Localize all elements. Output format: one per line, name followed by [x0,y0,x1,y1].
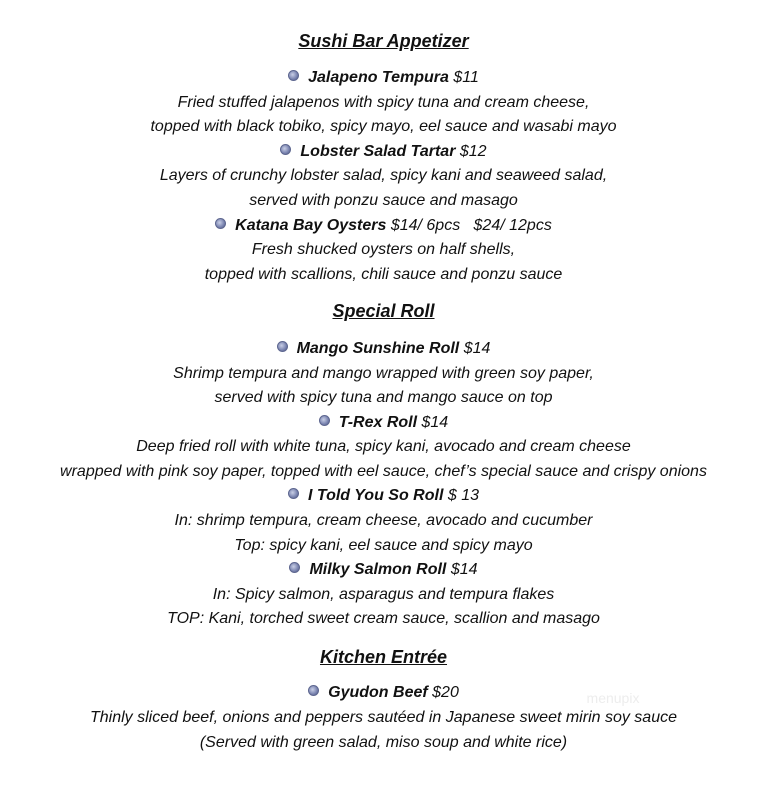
menu-item-jalapeno-tempura [0,68,767,88]
menu-item-lobster-salad-tartar [0,142,767,162]
bullet-icon [308,685,319,696]
item-name: Lobster Salad Tartar [300,143,456,160]
bullet-icon [289,562,300,573]
item-description: TOP: Kani, torched sweet cream sauce, scallion and masago [167,610,600,627]
item-description: Top: spicy kani, eel sauce and spicy mayo [234,537,533,554]
item-price: $11 [453,69,479,86]
bullet-icon [277,341,288,352]
menu-item-mango-sunshine-roll [0,339,767,359]
item-name: Jalapeno Tempura [308,69,449,86]
item-price: $14 [421,414,449,431]
menu-item-t-rex-roll [0,413,767,433]
section-title-sushi-bar-appetizer: Sushi Bar Appetizer [298,31,469,51]
item-description: topped with scallions, chili sauce and ponzu sauce [204,266,563,283]
item-price: $20 [432,684,459,701]
item-description: (Served with green salad, miso soup and white rice) [199,734,568,751]
section-title-special-roll: Special Roll [332,301,435,321]
bullet-icon [319,415,330,426]
item-description: topped with black tobiko, spicy mayo, eel sauce and wasabi mayo [150,118,617,135]
menu-item-i-told-you-so-roll [0,486,767,506]
item-name: Milky Salmon Roll [309,561,447,578]
item-description: served with ponzu sauce and masago [249,192,518,209]
bullet-icon [215,218,226,229]
menu-item-milky-salmon-roll [0,560,767,580]
item-price: $ 13 [447,487,479,504]
bullet-icon [288,488,299,499]
item-name: T-Rex Roll [338,414,418,431]
bullet-icon [280,144,291,155]
item-description: Shrimp tempura and mango wrapped with green soy paper, [173,365,594,382]
item-description: wrapped with pink soy paper, topped with eel sauce, chef’s special sauce and crispy onions [60,463,707,480]
item-name: I Told You So Roll [308,487,444,504]
item-description: Fried stuffed jalapenos with spicy tuna and cream cheese, [177,94,590,111]
item-description: In: shrimp tempura, cream cheese, avocado and cucumber [174,512,593,529]
watermark: menupix [586,690,640,706]
bullet-icon [288,70,299,81]
item-price: $14 [463,340,491,357]
item-description: Deep fried roll with white tuna, spicy kani, avocado and cream cheese [136,438,631,455]
item-name: Katana Bay Oysters [235,217,387,234]
item-description: Layers of crunchy lobster salad, spicy kani and seaweed salad, [159,167,608,184]
item-description: Fresh shucked oysters on half shells, [251,241,516,258]
item-description: In: Spicy salmon, asparagus and tempura flakes [212,586,555,603]
item-description: served with spicy tuna and mango sauce on top [214,389,553,406]
section-title-kitchen-entree: Kitchen Entrée [319,647,448,667]
item-price: $14/ 6pcs $24/ 12pcs [390,217,552,234]
item-name: Gyudon Beef [328,684,428,701]
item-description: Thinly sliced beef, onions and peppers sautéed in Japanese sweet mirin soy sauce [89,709,677,726]
item-name: Mango Sunshine Roll [296,340,460,357]
item-price: $14 [450,561,478,578]
menu-item-katana-bay-oysters [0,216,767,236]
item-price: $12 [459,143,487,160]
